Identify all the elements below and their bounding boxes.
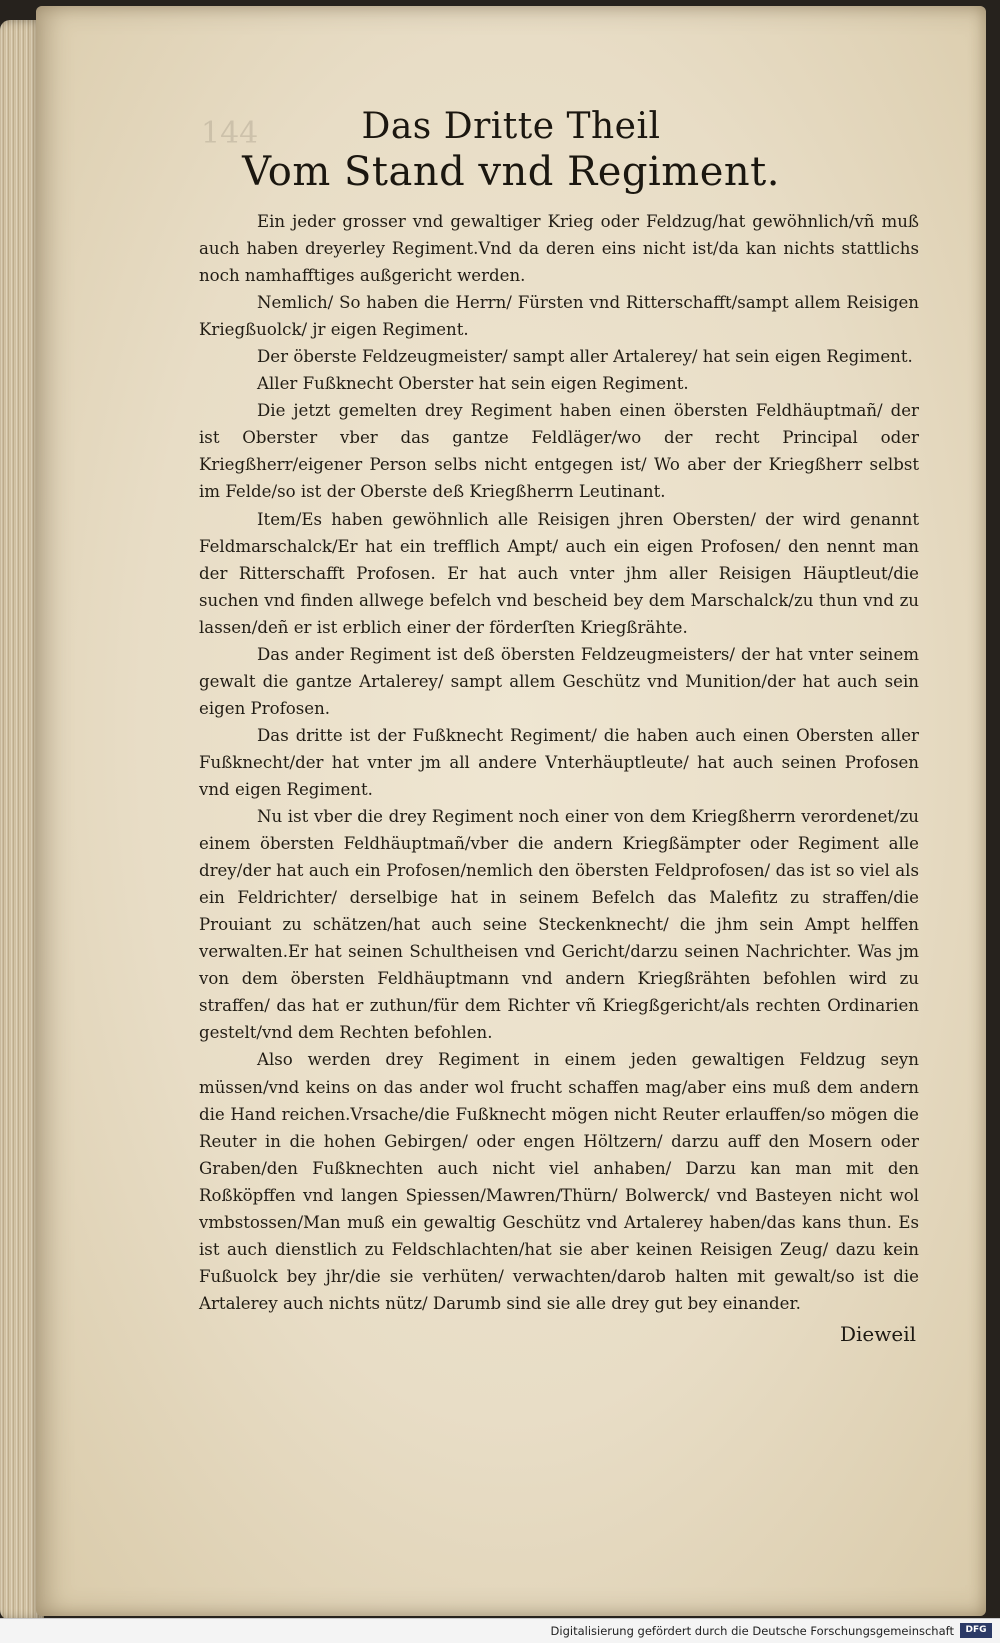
section-heading: Das Dritte Theil bbox=[361, 106, 661, 147]
paragraph: Das dritte ist der Fußknecht Regiment/ die haben auch einen Obersten aller Fußknecht/der hat vnter jm all andere Vnterhäuptleute/ hat auch seinen Profosen vnd eigen Regiment. bbox=[199, 725, 919, 799]
catchword: Dieweil bbox=[839, 1322, 916, 1346]
paragraph: Item/Es haben gewöhnlich alle Reisigen jhren Obersten/ der wird genannt Feldmarschalck/Er hat ein trefflich Ampt/ auch ein eigen Profosen/ den nennt man der Ritterschafft Profosen. Er hat auch vnter jhm aller Reisigen Häuptleut/die suchen vnd finden allwege befelch vnd bescheid bey dem Marschalck/zu thun vnd zu lassen/deñ er ist erblich einer der förderſten Kriegßrähte. bbox=[199, 509, 919, 637]
paragraph: Der öberste Feldzeugmeister/ sampt aller Artalerey/ hat sein eigen Regiment. bbox=[257, 347, 913, 367]
section-subheading: Vom Stand vnd Regiment. bbox=[242, 149, 780, 195]
book-page bbox=[36, 6, 986, 1616]
dfg-logo: DFG bbox=[960, 1623, 992, 1638]
body-text bbox=[199, 208, 919, 1317]
funding-notice: Digitalisierung gefördert durch die Deutsche Forschungsgemeinschaft bbox=[550, 1624, 954, 1638]
funding-footer bbox=[0, 1618, 1000, 1643]
bleed-through-page-number: 144 bbox=[201, 116, 259, 151]
paragraph: Das ander Regiment ist deß öbersten Feldzeugmeisters/ der hat vnter seinem gewalt die gantze Artalerey/ sampt allem Geschütz vnd Munition/der hat auch sein eigen Profosen. bbox=[199, 644, 919, 718]
paragraph: Also werden drey Regiment in einem jeden gewaltigen Feldzug seyn müssen/vnd keins on das ander wol frucht schaffen mag/aber eins muß dem andern die Hand reichen.Vrsache/die Fußknecht mögen nicht Reuter erlauffen/so mögen die Reuter in die hohen Gebirgen/ oder engen Höltzern/ darzu auff den Mosern oder Graben/den Fußknechten auch nicht viel anhaben/ Darzu kan man mit den Roßköpffen vnd langen Spiessen/Mawren/Thürn/ Bolwerck/ vnd Basteyen nicht wol vmbstossen/Man muß ein gewaltig Geschütz vnd Artalerey haben/das kans thun. Es ist auch dienstlich zu Feldschlachten/hat sie aber keinen Reisigen Zeug/ dazu kein Fußuolck bey jhr/die sie verhüten/ verwachten/darob halten mit gewalt/so ist die Artalerey auch nichts nütz/ Darumb sind sie alle drey gut bey einander. bbox=[199, 1050, 919, 1313]
paragraph: Nu ist vber die drey Regiment noch einer von dem Kriegßherrn verordenet/zu einem öbersten Feldhäuptmañ/vber die andern Kriegßämpter oder Regiment alle drey/der hat auch ein Profosen/nemlich den öbersten Feldprofosen/ das ist so viel als ein Feldrichter/ derselbige hat in seinem Befelch das Malefitz zu straffen/die Prouiant zu schätzen/hat auch seine Steckenknecht/ die jhm sein Ampt helffen verwalten.Er hat seinen Schultheisen vnd Gericht/darzu seinen Nachrichter. Was jm von dem öbersten Feldhäuptmann vnd andern Kriegßrähten befohlen wird zu straffen/ das hat er zuthun/für dem Richter vñ Kriegßgericht/als rechten Ordinarien gestelt/vnd dem Rechten befohlen. bbox=[199, 807, 919, 1043]
paragraph: Die jetzt gemelten drey Regiment haben einen öbersten Feldhäuptmañ/ der ist Oberster vber das gantze Feldläger/wo der recht Principal oder Kriegßherr/eigener Person selbs nicht entgegen ist/ Wo aber der Kriegßherr selbst im Felde/so ist der Oberste deß Kriegßherrn Leutinant. bbox=[199, 401, 919, 502]
paragraph: Ein jeder grosser vnd gewaltiger Krieg oder Feldzug/hat gewöhnlich/vñ muß auch haben dreyerley Regiment.Vnd da deren eins nicht ist/da kan nichts stattlichs noch namhafftiges außgericht werden. bbox=[199, 212, 919, 286]
paragraph: Nemlich/ So haben die Herrn/ Fürsten vnd Ritterschafft/sampt allem Reisigen Kriegßuolck/ jr eigen Regiment. bbox=[199, 293, 919, 340]
paragraph: Aller Fußknecht Oberster hat sein eigen Regiment. bbox=[257, 374, 689, 394]
